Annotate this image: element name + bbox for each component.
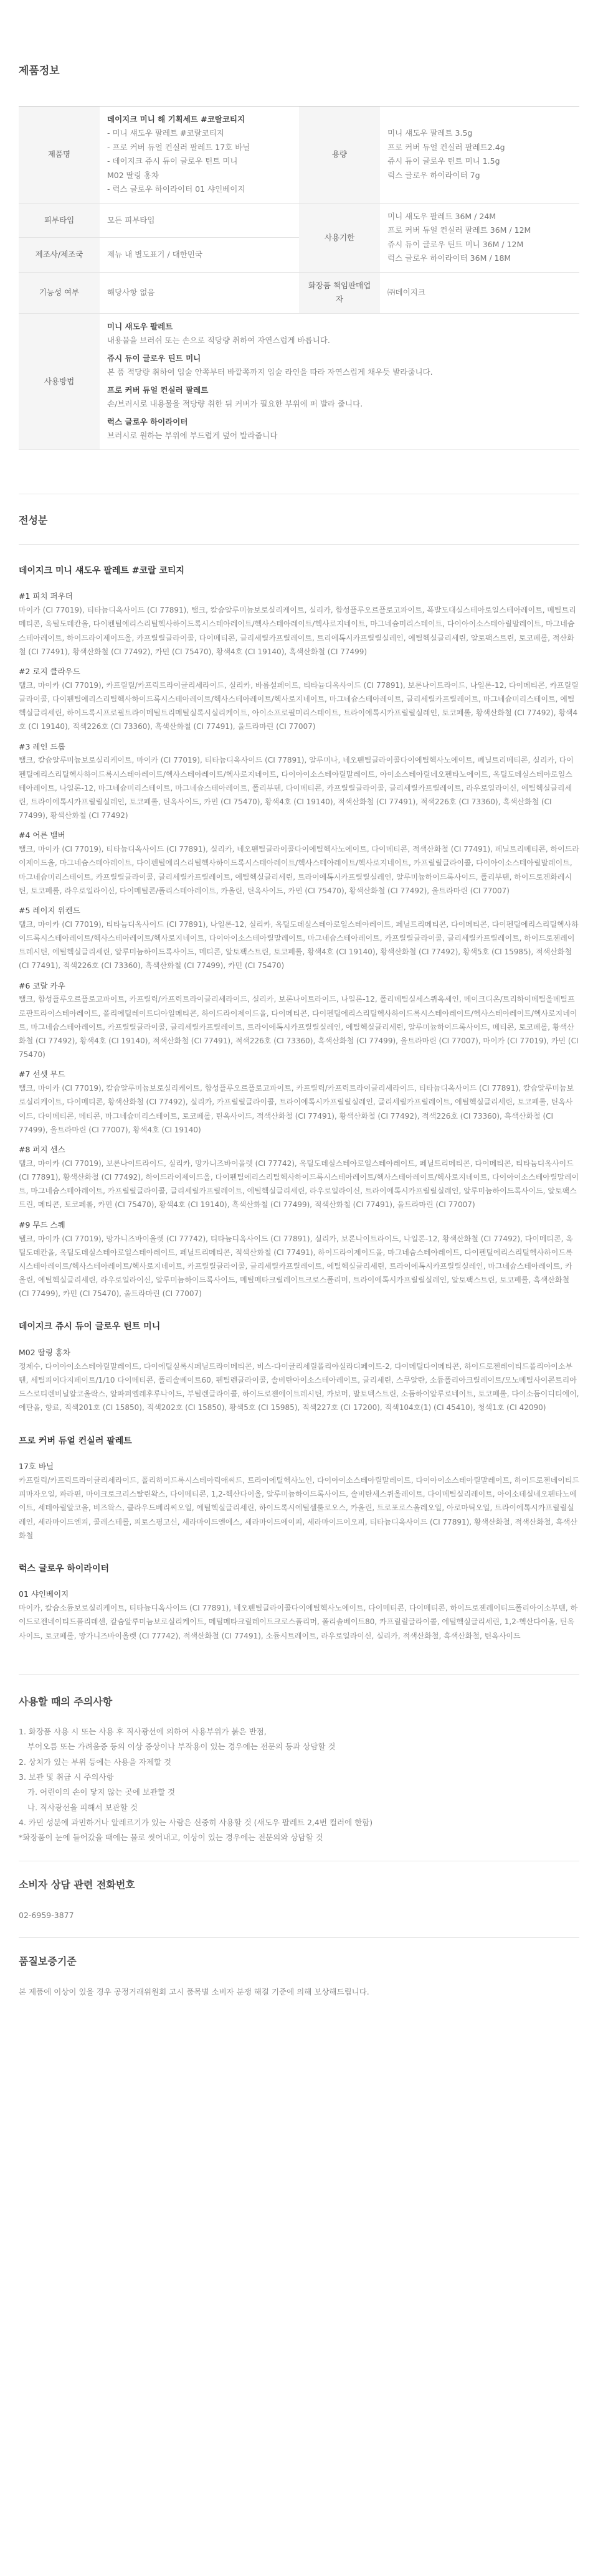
label-volume: 용량 (299, 106, 380, 203)
ingredient-list: 카프릴릭/카프릭트라이글리세라이드, 폴리하이드록시스테아릭애씨드, 트라이에틸헥사노인, 다이아이소스테아릴말레이트, 다이아이소스테아릴말레이트, 하이드로젠네이티드피마자오일, 파라핀, 마이크로크리스탈린왁스, 다이메티콘, 1,2-헥산다이올, 알루미늄하이드록사이드, 솔비탄세스퀴올레이트, 다이메틸실리레이트, 아이소데실네오펜타노에이트, 세테아릴알코올, 비즈왁스, 클라우드베리씨오일, 에틸헥실글리세린, 하이드록시에틸셀룰로오스, 카올린, 트로포로스올레오일, 아로마틱오일, 트라이에톡시카프릴릴실레인, 세라마이드엔피, 콜레스테롤, 피토스핑고신, 세라마이드엔에스, 세라마이드에이피, 세라마이드이오피, 티타늄디옥사이드 (CI 77891), 황색산화철, 적색산화철, 흑색산화철 (19, 1475, 580, 1540)
expiry-line: 쥬시 듀이 글로우 틴트 미니 36M / 12M (387, 239, 524, 249)
product-info-title: 제품정보 (19, 65, 60, 77)
expiry-line: 미니 섀도우 팔레트 36M / 24M (387, 211, 496, 221)
table-row (19, 313, 579, 449)
caution-line: 부어오름 또는 가려움증 등의 이상 증상이나 부작용이 있는 경우에는 전문의 등과 상담할 것 (27, 1742, 336, 1752)
product-name: 프로 커버 듀얼 컨실러 팔레트 (19, 1436, 132, 1446)
ingredient-list: 탤크, 마이카 (CI 77019), 칼슘알루미늄보로실리케이트, 합성플루오르플로고파이트, 카프릴릭/카프릭트라이글리세라이드, 티타늄디옥사이드 (CI 77891), 칼슘알루미늄보로실리케이트, 다이메티콘, 황색산화철 (CI 77492), 실리카, 카프릴릴글라이콜, 트라이에톡시카프릴릴실레인, 글리세릴카프릴레이트, 에틸헥실글리세린, 토코페롤, 틴옥사이드, 다이메티콘, 메티콘, 마그네슘미리스테이트, 토코페롤, 틴옥사이드, 적색산화철 (CI 77491), 황색산화철 (CI 77492), 적색226호 (CI 73360), 흑색산화철 (CI 77499), 울트라마린 (CI 77007), 황색4호 (CI 19140) (19, 1084, 574, 1134)
table-row (19, 106, 579, 203)
warranty-text: 본 제품에 이상이 있을 경우 공정거래위원회 고시 품목별 소비자 분쟁 해결 기준에 의해 보상해드립니다. (19, 1986, 369, 1996)
shade-label: 01 샤인베이지 (19, 1589, 69, 1599)
warranty-title: 품질보증기준 (19, 1955, 77, 1967)
value-usage (100, 313, 579, 449)
ingredient-list: 탤크, 마이카 (CI 77019), 보론나이트라이드, 실리카, 망가니즈바이올렛 (CI 77742), 옥틸도데실스테아로일스테아레이트, 페닐트리메티콘, 다이메티콘, 티타늄디옥사이드 (CI 77891), 황색산화철 (CI 77492), 하이드라이제이드올, 다이펜틸에리스리틸헥사하이드록시스테아레이트/헥사스테아레이트/헥사로지네이트, 다이아이소스테아릴말레이트, 마그네슘스테아레이트, 카프릴릴글라이콜, 글리세릴카프릴레이트, 에틸헥실글리세린, 라우로일라이신, 트라이에톡시카프릴릴실레인, 알루미늄하이드록사이드, 알토팩스트린, 메티콘, 토코페롤, 카민 (CI 75470), 황색4호 (CI 19140), 흑색산화철 (CI 77499), 적색산화철 (CI 77491), 울트라마린 (CI 77007) (19, 1159, 579, 1210)
label-skin-type: 피부타입 (19, 203, 100, 238)
caution-line: 3. 보관 및 취급 시 주의사항 (19, 1772, 114, 1782)
label-manufacturer: 제조사/제조국 (19, 238, 100, 273)
label-usage: 사용방법 (19, 313, 100, 449)
product-name: 데이지크 쥬시 듀이 글로우 틴트 미니 (19, 1322, 161, 1332)
volume-line: 프로 커버 듀얼 컨실러 팔레트2.4g (387, 142, 505, 152)
usage-heading: 럭스 글로우 하이라이터 (107, 416, 188, 426)
volume-line: 미니 섀도우 팔레트 3.5g (387, 128, 473, 138)
ingredient-list: 탤크, 마이카 (CI 77019), 티타늄디옥사이드 (CI 77891), 실리카, 네오펜틸글라이콜다이에틸헥사노에이트, 다이메티콘, 적색산화철 (CI 77491), 페닐트리메티콘, 하이드라이제이드올, 마그네슘스테아레이트, 다이펜틸에리스리틸헥사하이드록시스테아레이트/헥사스테아레이트/헥사로지네이트, 카프릴릴글라이콜, 다이아이소스테아릴말레이트, 마그네슘미리스테이트, 카프릴릴글라이콜, 글리세릴카프릴레이트, 에틸헥실글리세린, 트라이에톡시카프릴릴실레인, 알루미늄하이드록사이드, 폴리부텐, 하이드로겐화레시틴, 토코페롤, 라우로일라이신, 다이메틸콘/폴리스테아레이트, 카올린, 틴옥사이드, 카민 (CI 75470), 황색산화철 (CI 77492), 울트라마린 (CI 77007) (19, 845, 579, 895)
usage-text: 내용물을 브러쉬 또는 손으로 적당량 취하여 자연스럽게 바릅니다. (107, 336, 330, 346)
usage-heading: 쥬시 듀이 글로우 틴트 미니 (107, 353, 201, 363)
ingredients-title: 전성분 (19, 514, 48, 526)
ingredient-list: 탤크, 합성플루오르플로고파이트, 카프릴릭/카프릭트라이글리세라이드, 실리카, 보론나이트라이드, 나일론-12, 폴리메틸실세스퀴옥세인, 메이크디온/트리하이메틸올메틸프로판트라이스테아레이트, 폴리에틸레이트디아일메티콘, 하이드라이제이드올, 다이메티콘, 다이펜틸에리스리틸헥사하이드록시스테아레이트/헥사스테아레이트/헥사로지네이트, 마그네슘스테아레이트, 카프릴릴글라이콜, 글리세릴카프릴레이트, 트라이에톡시카프릴릴실레인, 에틸헥실글리세린, 알루미늄하이드록사이드, 메티콘, 토코페롤, 황색산화철 (CI 77492), 황색4호 (CI 19140), 적색산화철 (CI 77491), 적색226호 (CI 73360), 흑색산화철 (CI 77499), 울트라마린 (CI 77007), 마이카 (CI 77019), 카민 (CI 75470) (19, 995, 579, 1060)
caution-title: 사용할 때의 주의사항 (19, 1695, 113, 1708)
usage-text: 브러시로 원하는 부위에 부드럽게 덮어 발라줍니다 (107, 431, 278, 441)
bottom-spacer (19, 1999, 579, 2036)
caution-line: 나. 직사광선을 피해서 보관할 것 (27, 1802, 138, 1812)
value-functional: 해당사항 없음 (100, 272, 299, 313)
ingredient-list: 탤크, 칼슘알루미늄보로실리케이트, 마이카 (CI 77019), 티타늄디옥사이드 (CI 77891), 알루미나, 네오펜틸글라이콜다이에틸헥사노에이트, 폐닐트리메티콘, 실리카, 다이펜틸에리스리틸헥사하이드록시스테아레이트/헥사스테아레이트/헥사로지네이트, 다이아이소스테아릴말레이트, 아이소스테아릴네오펜타노에이트, 옥틸도데실스테아로일스테아레이트, 나일론-12, 마그네슘미리스테이트, 마그네슘스테아레이트, 폴리부텐, 다이메티콘, 카프릴릴글라이콜, 글리세릴카프릴레이트, 라우로일라이신, 에틸헥실글리세린, 트라이에톡시카프릴릴실레인, 토코페롤, 틴옥사이드, 카민 (CI 75470), 황색4호 (CI 19140), 적색산화철 (CI 77491), 적색226호 (CI 73360), 흑색산화철 (CI 77499), 황색산화철 (CI 77492) (19, 756, 574, 820)
section-divider (19, 1674, 579, 1675)
contact-title: 소비자 상담 관련 전화번호 (19, 1878, 135, 1891)
caution-line: *화장품이 눈에 들어갔을 때에는 물로 씻어내고, 이상이 있는 경우에는 전문의와 상담할 것 (19, 1833, 323, 1843)
page-wrapper (19, 0, 579, 2036)
ingredients-product (19, 1319, 579, 1414)
ingredient-list: 탤크, 마이카 (CI 77019), 티타늄디옥사이드 (CI 77891), 나일론-12, 실리카, 옥틸도데실스테아로일스테아레이트, 페닐트리메티콘, 다이메티콘, 다이펜틸에리스리틸헥사하이드록시스테아레이트/헥사스테아레이트/헥사로지네이트, 다이아이소스테아릴말레이트, 마그네슘스테아레이트, 카프릴릴글라이콜, 글리세릴카프릴레이트, 하이드로젠레이트레시틴, 에틸헥실글리세린, 알루미늄하이드록사이드, 메티콘, 알토팩스트린, 토코페롤, 황색4호 (CI 19140), 황색산화철 (CI 77492), 황색5호 (CI 15985), 적색산화철 (CI 77491), 적색226호 (CI 73360), 흑색산화철 (CI 77499), 카민 (CI 75470) (19, 919, 579, 971)
label-seller: 화장품 책임판매업자 (299, 272, 380, 313)
expiry-line: 럭스 글로우 하이라이터 36M / 18M (387, 253, 511, 263)
shade-label: #6 코랄 카우 (19, 980, 65, 990)
value-volume (380, 106, 579, 203)
product-name: 데이지크 미니 섀도우 팔레트 #코랄 코티지 (19, 565, 185, 576)
usage-text: 본 품 적당량 취하여 입술 안쪽부터 바깥쪽까지 입술 라인을 따라 자연스럽게 채우듯 발라줍니다. (107, 367, 433, 377)
shade-label: #7 선셋 무드 (19, 1069, 65, 1079)
ingredients-product (19, 563, 579, 1301)
value-skin-type: 모든 피부타입 (100, 203, 299, 238)
ingredient-list: 마이카, 칼슘소듐보로실리케이트, 티타늄디옥사이드 (CI 77891), 네오펜틸글라이콜다이에틸헥사노에이트, 다이메티콘, 다이메티콘, 하이드로젠레이티드폴리아이소부텐, 하이드로젠네이티드폴리데센, 칼슘알루미늄보로실리케이트, 메틸메타크릴레이트크로스폴리머, 폴리솔베이트80, 카프릴릴글라이콜, 에틸헥실글리세린, 1,2-헥산다이올, 틴옥사이드, 토코페롤, 망가니즈바이올렛 (CI 77742), 적색산화철 (CI 77491), 소듐시트레이트, 라우로일라이신, 실리카, 적색산화철, 흑색산화철, 틴옥사이드 (19, 1604, 578, 1640)
section-divider (19, 544, 579, 545)
ingredient-list: 탤크, 마이카 (CI 77019), 망가니즈바이올렛 (CI 77742), 티타늄디옥사이드 (CI 77891), 실리카, 보론나이트라이드, 나일론-12, 황색산화철 (CI 77492), 다이메티콘, 옥틸도데칸올, 옥틸도데실스테아로일스테아레이트, 페닐트리메티콘, 적색산화철 (CI 77491), 하이드라이제이드올, 마그네슘스테아레이트, 다이펜틸에리스리틸헥사하이드록시스테아레이트/헥사스테아레이트/헥사로지네이트, 카프릴릴글라이콜, 글리세릴카프릴레이트, 에틸헥실글리세린, 트라이에톡시카프릴릴실레인, 마그네슘스테아레이트, 카올린, 에틸헥실글리세린, 라우로일라이신, 알루미늄하이드록사이드, 메틸메타크릴레이트크로스폴리머, 트라이에톡시카프릴릴실레인, 알토팩스트린, 토코페롤, 흑색산화철 (CI 77499), 카민 (CI 75470), 울트라마린 (CI 77007) (19, 1234, 573, 1299)
expiry-line: 프로 커버 듀얼 컨실러 팔레트 36M / 12M (387, 225, 531, 235)
value-seller: ㈜데이지크 (380, 272, 579, 313)
table-row (19, 203, 579, 238)
label-expiry: 사용기한 (299, 203, 380, 272)
product-name-line: - 데이지크 쥬시 듀이 글로우 틴트 미니 (107, 156, 238, 166)
shade-label: 17호 바닐 (19, 1462, 54, 1472)
shade-label: #2 로지 클라우드 (19, 666, 80, 676)
value-expiry (380, 203, 579, 272)
product-name-line: M02 딸링 홍차 (107, 170, 159, 180)
section-divider (19, 1937, 579, 1938)
shade-label: #3 레인 드롭 (19, 741, 65, 751)
contact-phone: 02-6959-3877 (19, 1910, 74, 1920)
shade-label: #8 퍼지 센스 (19, 1145, 65, 1154)
label-product-name: 제품명 (19, 106, 100, 203)
shade-label: M02 딸링 홍차 (19, 1347, 70, 1357)
ingredient-list: 탤크, 마이카 (CI 77019), 카프릴릴/카프릭트라이글리세라이드, 실리카, 바륨설페이트, 티타늄디옥사이드 (CI 77891), 보론나이트라이드, 나일론-12, 다이메티콘, 카프릴릴글라이콜, 다이펜틸에리스리틸헥사하이드록시스테아레이트/헥사스테아레이트/헥사로지네이트, 마그네슘스테아레이트, 글리세릴카프릴레이트, 마그네슘미리스테이트, 에틸헥실글리세린, 하이드록시프로필트라이메틸트리메틸실록시실리케이트, 아이소프로필미리스테이트, 트라이에톡시카프릴릴실레인, 토코페롤, 황색산화철 (CI 77492), 황색4호 (CI 19140), 적색226호 (CI 73360), 흑색산화철 (CI 77491), 울트라마린 (CI 77007) (19, 680, 579, 731)
usage-heading: 미니 섀도우 팔레트 (107, 321, 173, 331)
product-name-line: - 럭스 글로우 하이라이터 01 샤인베이지 (107, 184, 245, 194)
shade-label: #9 무드 스퀘 (19, 1220, 65, 1229)
shade-label: #5 레이지 위켄드 (19, 905, 80, 915)
usage-heading: 프로 커버 듀얼 컨실러 팔레트 (107, 385, 209, 395)
product-name: 럭스 글로우 하이라이터 (19, 1563, 109, 1574)
volume-line: 쥬시 듀이 글로우 틴트 미니 1.5g (387, 156, 500, 166)
product-name-line: 데이지크 미니 해 기획세트 #코랄코티지 (107, 114, 245, 124)
product-name-line: - 미니 섀도우 팔레트 #코랄코티지 (107, 128, 224, 138)
caution-line: 4. 카민 성분에 과민하거나 알레르기가 있는 사람은 신중히 사용할 것 (섀도우 팔레트 2,4번 컬러에 한함) (19, 1818, 373, 1828)
product-info-table (19, 106, 579, 450)
value-product-name (100, 106, 299, 203)
value-manufacturer: 제뉴 내 별도표기 / 대한민국 (100, 238, 299, 273)
label-functional: 기능성 여부 (19, 272, 100, 313)
shade-label: #4 어른 밸버 (19, 830, 65, 840)
ingredient-list: 정제수, 다이아이소스테아릴말레이트, 다이에틸실록시페닐트라이메티콘, 비스-다이글리세릴폴리아실라디페이트-2, 다이메틸다이메티콘, 하이드로젠레이티드폴리아이소부텐, 세틸피이다지페이트/1/10 다이메티콘, 폴리솔베이트60, 펜틸렌글라이콜, 솔비탄아이소스테아레이트, 글리세린, 스쿠알란, 소듐폴리아크릴레이트/모노메틸사이콘트리아드스로티렌비닐알코올락스, 알파퍼옐레후루나이드, 부틸렌글라이콜, 하이드로젠에이트레시틴, 카보머, 말토덱스트린, 소듐하이알루로네이트, 토코페롤, 다이소듐이디티에이, 에탄올, 향료, 적색201호 (CI 15850), 적색202호 (CI 15850), 황색5호 (CI 15985), 적색227호 (CI 17200), 적색104호(1) (CI 45410), 청색1호 (CI 42090) (19, 1361, 579, 1413)
table-row (19, 272, 579, 313)
shade-label: #1 피치 퍼우더 (19, 591, 73, 601)
product-name-line: - 프로 커버 듀얼 컨실러 팔레트 17호 바닐 (107, 142, 250, 152)
usage-text: 손/브러시로 내용물을 적당량 취한 뒤 커버가 필요한 부위에 퍼 발라 줍니다. (107, 399, 363, 409)
caution-line: 1. 화장품 사용 시 또는 사용 후 직사광선에 의하여 사용부위가 붉은 반점, (19, 1726, 267, 1736)
caution-line: 가. 어린이의 손이 닿지 않는 곳에 보관할 것 (27, 1787, 176, 1797)
caution-line: 2. 상처가 있는 부위 등에는 사용을 자제할 것 (19, 1757, 172, 1767)
ingredients-product (19, 1434, 579, 1543)
ingredient-list: 마이카 (CI 77019), 티타늄디옥사이드 (CI 77891), 탤크, 칼슘알루미늄보로실리케이트, 실리카, 합성플루오르플로고파이트, 폭발도대실스테아로일스테아레이트, 메틸트리메티콘, 옥틸도데칸올, 다이펜틸에리스리틸헥사하이드록시스테아레이트/헥사스테아레이트/헥사로지네이트, 마그네슘미리스테이트, 다이아이소스테아릴말레이트, 마그네슘스테아레이트, 하이드라이제이드올, 카프릴릴글라이콜, 다이메티콘, 글리세릴카프릴레이트, 트리에톡시카프릴릴실레인, 에틸헥실글리세린, 알토팩스트린, 토코페롤, 적산화철 (CI 77491), 황색산화철 (CI 77492), 카민 (CI 75470), 황색4호 (CI 19140), 흑색산화철 (CI 77499) (19, 606, 576, 656)
caution-list (19, 1724, 579, 1846)
ingredients-product (19, 1561, 579, 1643)
volume-line: 럭스 글로우 하이라이터 7g (387, 170, 480, 180)
